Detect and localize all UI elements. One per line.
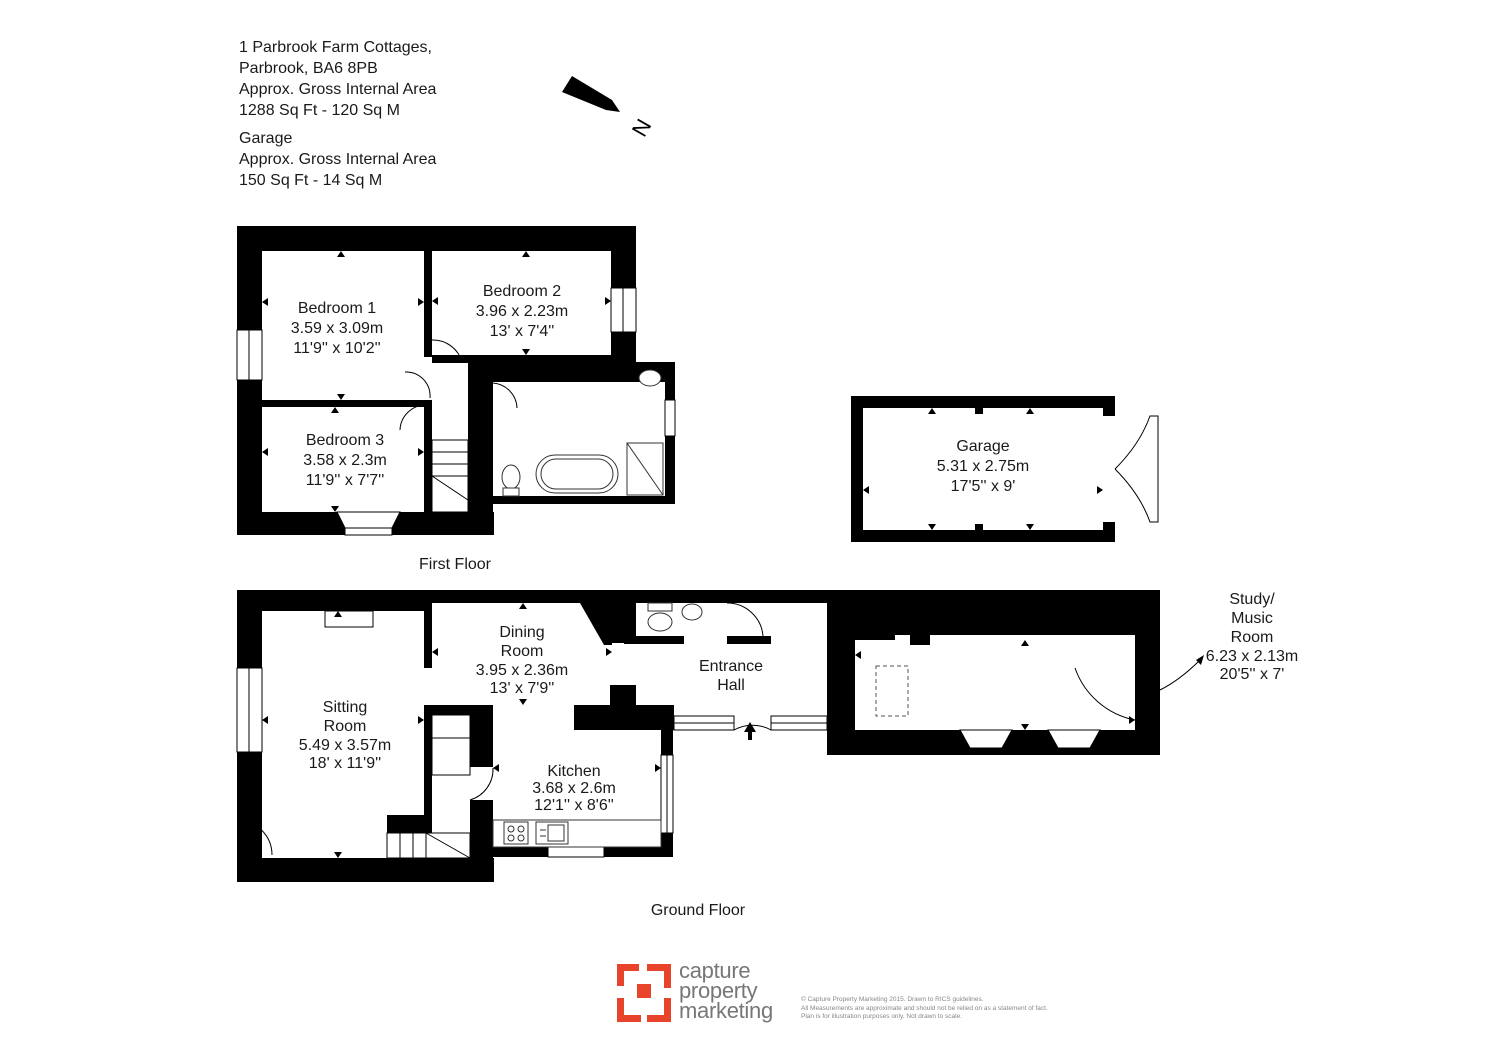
dining-name-2: Room bbox=[500, 643, 544, 660]
kitchen-metric: 3.68 x 2.6m bbox=[532, 780, 616, 797]
garage-name: Garage bbox=[956, 438, 1010, 455]
ground-floor-label: Ground Floor bbox=[650, 902, 746, 919]
garage-imperial: 17'5'' x 9' bbox=[950, 478, 1016, 495]
study-name-2: Music bbox=[1231, 610, 1273, 627]
garage-metric: 5.31 x 2.75m bbox=[936, 458, 1030, 475]
first-floor-plan bbox=[237, 226, 675, 573]
ground-floor-plan bbox=[237, 590, 1298, 919]
dining-name-1: Dining bbox=[499, 624, 545, 641]
compass-north-label: N bbox=[626, 114, 657, 141]
study-imperial: 20'5'' x 7' bbox=[1219, 666, 1285, 683]
address-line-2: Parbrook, BA6 8PB bbox=[239, 60, 378, 77]
sitting-imperial: 18' x 11'9'' bbox=[308, 755, 382, 772]
area-value: 1288 Sq Ft - 120 Sq M bbox=[239, 102, 400, 119]
garage-info-title: Garage bbox=[239, 130, 293, 147]
kitchen-imperial: 12'1'' x 8'6'' bbox=[534, 797, 614, 814]
dining-metric: 3.95 x 2.36m bbox=[475, 662, 569, 679]
brand-line-3: marketing bbox=[679, 998, 773, 1023]
sitting-metric: 5.49 x 3.57m bbox=[298, 737, 392, 754]
kitchen-name: Kitchen bbox=[547, 763, 601, 780]
disclaimer-line-2: All Measurements are approximate and should not be relied on as a statement of fact. bbox=[801, 1004, 1048, 1012]
brand-name bbox=[679, 958, 773, 1023]
compass-icon bbox=[562, 76, 656, 141]
bedroom1-name: Bedroom 1 bbox=[297, 300, 377, 317]
disclaimer bbox=[801, 996, 1048, 1022]
study-name-1: Study/ bbox=[1229, 591, 1275, 608]
bedroom1-metric: 3.59 x 3.09m bbox=[290, 320, 384, 337]
sitting-name-1: Sitting bbox=[322, 699, 368, 716]
bedroom3-imperial: 11'9'' x 7'7'' bbox=[305, 472, 385, 489]
first-floor-label: First Floor bbox=[419, 556, 491, 573]
entrance-name-1: Entrance bbox=[698, 658, 764, 675]
capture-logo-icon bbox=[617, 964, 671, 1022]
garage-area-label: Approx. Gross Internal Area bbox=[239, 151, 437, 168]
garage-area-value: 150 Sq Ft - 14 Sq M bbox=[239, 172, 383, 189]
bedroom3-metric: 3.58 x 2.3m bbox=[303, 452, 387, 469]
sitting-name-2: Room bbox=[323, 718, 367, 735]
brand-line-1: capture bbox=[679, 958, 751, 983]
entrance-name-2: Hall bbox=[717, 677, 745, 694]
brand-line-2: property bbox=[679, 978, 758, 1003]
bedroom2-metric: 3.96 x 2.23m bbox=[475, 303, 569, 320]
address-line-1: 1 Parbrook Farm Cottages, bbox=[239, 39, 432, 56]
dining-imperial: 13' x 7'9'' bbox=[489, 680, 555, 697]
area-label: Approx. Gross Internal Area bbox=[239, 81, 437, 98]
bedroom2-imperial: 13' x 7'4'' bbox=[489, 323, 555, 340]
study-metric: 6.23 x 2.13m bbox=[1205, 648, 1299, 665]
study-name-3: Room bbox=[1230, 629, 1274, 646]
disclaimer-line-1: © Capture Property Marketing 2015. Drawn to RICS guidelines. bbox=[801, 996, 984, 1003]
garage-plan bbox=[851, 396, 1158, 542]
disclaimer-line-3: Plan is for illustration purposes only. Not drawn to scale. bbox=[801, 1013, 963, 1020]
bedroom3-name: Bedroom 3 bbox=[305, 432, 385, 449]
bedroom1-imperial: 11'9'' x 10'2'' bbox=[293, 340, 381, 357]
bedroom2-name: Bedroom 2 bbox=[482, 283, 562, 300]
